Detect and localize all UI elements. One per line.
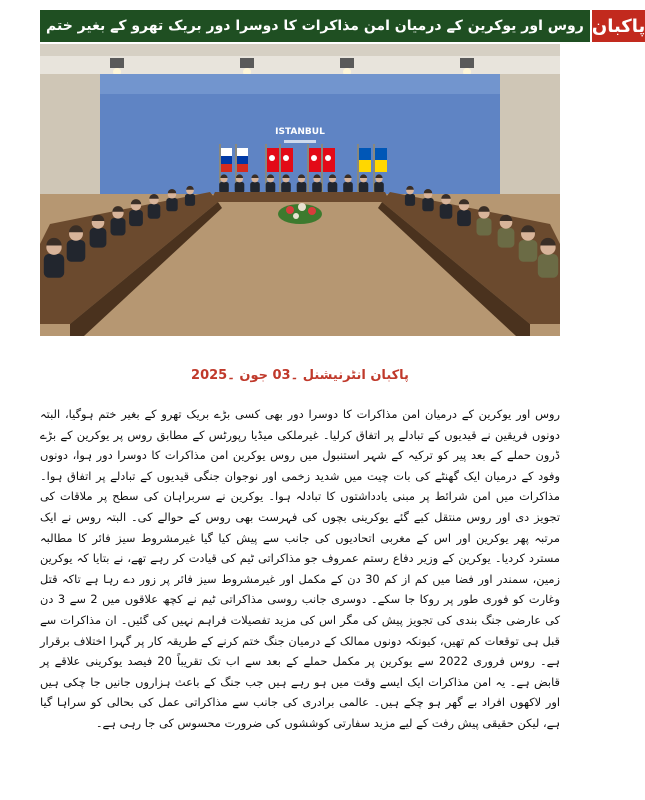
- delegate: [266, 174, 276, 193]
- delegate: [90, 215, 107, 248]
- delegate: [148, 194, 161, 219]
- delegate: [250, 174, 260, 193]
- delegate: [519, 225, 538, 261]
- delegate: [235, 174, 245, 193]
- delegate: [440, 194, 453, 219]
- delegate: [422, 189, 433, 211]
- conference-scene: [40, 44, 560, 336]
- header-banner: [40, 10, 645, 42]
- brand-logo: پاکبان: [590, 10, 645, 42]
- delegate: [374, 174, 384, 193]
- delegate: [312, 174, 322, 193]
- delegate: [297, 174, 307, 193]
- delegate: [219, 174, 229, 193]
- delegate: [111, 206, 126, 235]
- delegate: [359, 174, 369, 193]
- dateline: پاکبان انٹرنیشنل ۔03 جون ۔2025: [191, 368, 409, 383]
- delegate: [281, 174, 291, 193]
- delegate: [405, 186, 415, 206]
- delegate: [185, 186, 195, 206]
- delegate: [67, 225, 86, 261]
- delegate: [44, 238, 64, 278]
- delegate: [328, 174, 338, 193]
- delegate: [343, 174, 353, 193]
- delegate: [538, 238, 558, 278]
- delegate: [457, 199, 471, 226]
- delegate: [166, 189, 177, 211]
- backdrop-text: ISTANBUL: [275, 127, 325, 137]
- headline: روس اور یوکرین کے درمیان امن مذاکرات کا دوسرا دور بریک تھرو کے بغیر ختم: [40, 10, 590, 42]
- delegate: [129, 199, 143, 226]
- delegate: [498, 215, 515, 248]
- delegate: [477, 206, 492, 235]
- article-body: روس اور یوکرین کے درمیان امن مذاکرات کا دوسرا دور بھی کسی بڑے بریک تھرو کے بغیر ختم ہوگیا، البتہ دونوں فریقین نے قیدیوں کے تبادلے پر اتفاق کرلیا۔ غیرملکی میڈیا رپورٹس کے مطابق روس پر یوکرین کے بڑے ڈرون حملے کے بعد پیر کو ترکیہ کے شہر استنبول میں روس یوکرین امن مذاکرات کا دوسرا دور ہوا، دونوں وفود کے درمیان ایک گھنٹے کی بات چیت میں شدید زخمی اور نوجوان جنگی قیدیوں کے تبادلے پر اتفاق ہوا۔ مذاکرات میں امن شرائط پر مبنی یادداشتوں کا تبادلہ ہوا۔ یوکرین نے سربراہان کی سطح پر ملاقات کی تجویز دی اور روس منتقل کیے گئے یوکرینی بچوں کی فہرست بھی روس کے حوالے کی۔ البتہ روس نے ایک مرتبہ پھر یوکرین اور اس کے مغربی اتحادیوں کی جانب سے پیش کیا گیا غیرمشروط سیز فائر کا مطالبہ مسترد کردیا۔ یوکرین کے وزیر دفاع رستم عمروف جو مذاکراتی ٹیم کی قیادت کر رہے تھے، نے بتایا کہ یوکرین زمین، سمندر اور فضا میں کم از کم 30 دن کے مکمل اور غیرمشروط سیز فائر پر زور دے رہا ہے تاکہ قتل وغارت کو فوری طور پر روکا جا سکے۔ دوسری جانب روسی مذاکراتی ٹیم نے کچھ علاقوں میں 2 سے 3 دن کی عارضی جنگ بندی کی تجویز پیش کی مگر اس کی مزید تفصیلات فراہم نہیں کی گئیں۔ ان مذاکرات سے قبل ہی توقعات کم تھیں، کیونکہ دونوں ممالک کے درمیان جنگ ختم کرنے کے طریقہ کار پر گہرا اختلاف برقرار ہے۔ روس فروری 2022 سے یوکرین پر مکمل حملے کے بعد سے اب تک تقریباً 20 فیصد یوکرینی علاقے پر قابض ہے۔ یہ امن مذاکرات ایک ایسے وقت میں ہو رہے ہیں جب جنگ کے باعث ہزاروں جانیں جا چکی ہیں اور لاکھوں افراد بے گھر ہو چکے ہیں۔ عالمی برادری کی جانب سے مذاکراتی عمل کی بحالی کو سراہا گیا ہے، لیکن حقیقی پیش رفت کے لیے مزید سفارتی کوششوں کی ضرورت محسوس کی جا رہی ہے۔: [40, 407, 560, 730]
- news-photo: [40, 44, 560, 336]
